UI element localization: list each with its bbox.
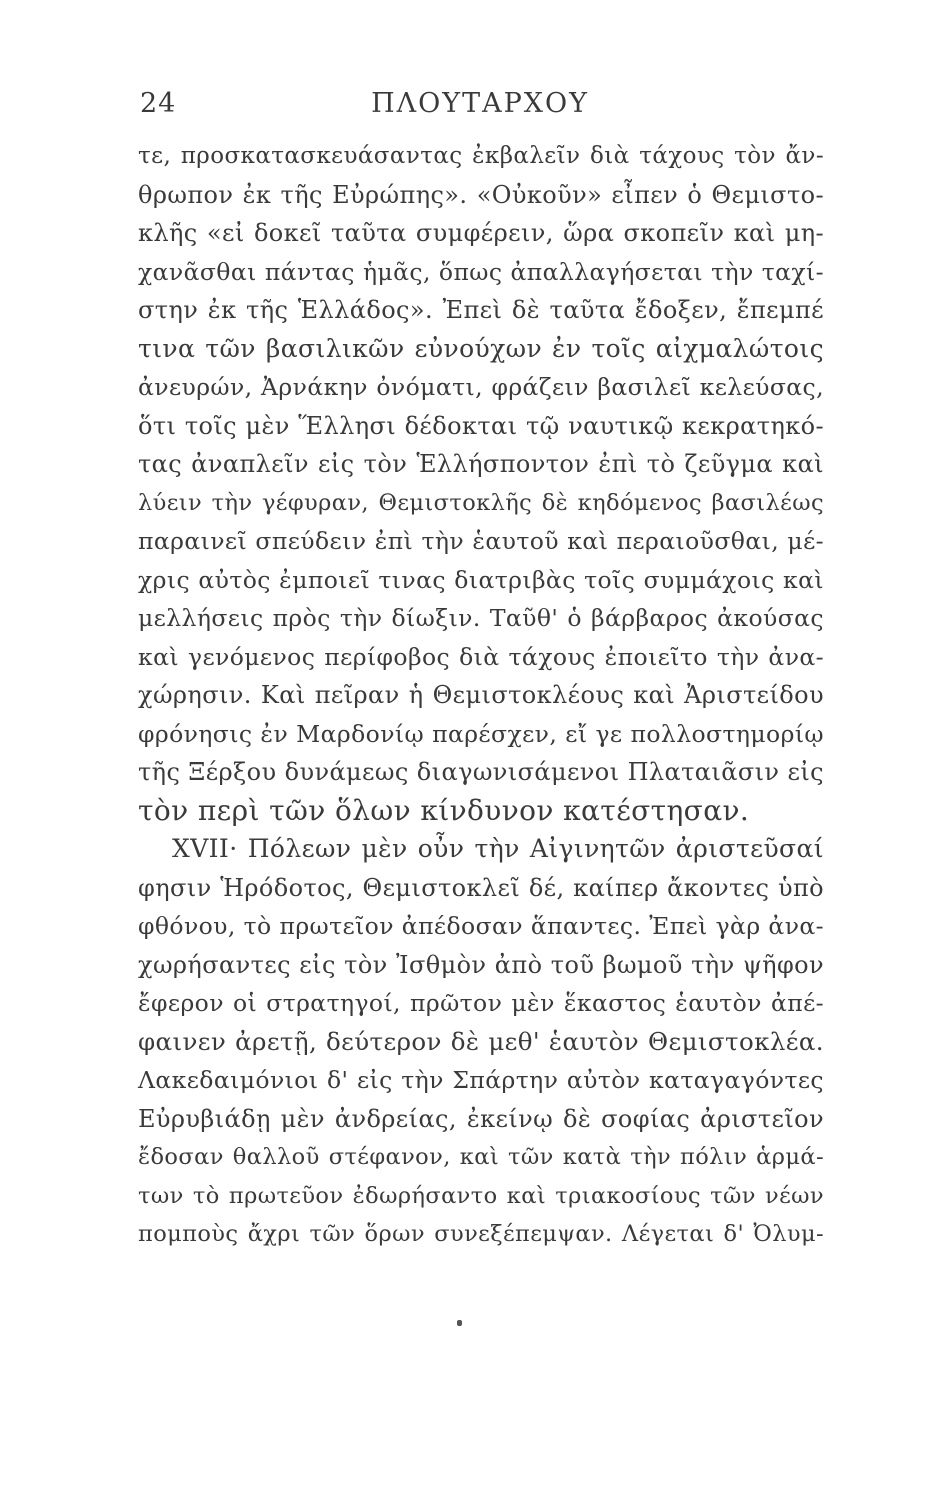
text-line: παραινεῖ σπεύδειν ἐπὶ τὴν ἑαυτοῦ καὶ περαιοῦσθαι, μέ-	[138, 527, 824, 555]
text-line: ὅτι τοῖς μὲν Ἕλλησι δέδοκται τῷ ναυτικῷ κεκρατηκό-	[138, 411, 824, 440]
footer-mark	[457, 1320, 462, 1326]
text-line: φησιν Ἡρόδοτος, Θεμιστοκλεῖ δέ, καίπερ ἄκοντες ὑπὸ	[138, 873, 824, 902]
text-line: τῆς Ξέρξου δυνάμεως διαγωνισάμενοι Πλαταιᾶσιν εἰς	[138, 758, 824, 786]
text-line: τὸν περὶ τῶν ὅλων κίνδυνον κατέστησαν.	[138, 793, 750, 827]
text-line: χρις αὐτὸς ἐμποιεῖ τινας διατριβὰς τοῖς συμμάχοις καὶ	[138, 565, 824, 594]
text-line: Εὐρυβιάδῃ μὲν ἀνδρείας, ἐκείνῳ δὲ σοφίας ἀριστεῖον	[138, 1104, 824, 1133]
text-line: πομποὺς ἄχρι τῶν ὅρων συνεξέπεμψαν. Λέγεται δ' Ὀλυμ-	[138, 1221, 824, 1247]
text-line: μελλήσεις πρὸς τὴν δίωξιν. Ταῦθ' ὁ βάρβαρος ἀκούσας	[138, 604, 824, 632]
text-line: χωρήσαντες εἰς τὸν Ἰσθμὸν ἀπὸ τοῦ βωμοῦ τὴν ψῆφον	[138, 950, 824, 979]
text-line: των τὸ πρωτεῦον ἐδωρήσαντο καὶ τριακοσίους τῶν νέων	[138, 1182, 824, 1209]
text-line: λύειν τὴν γέφυραν, Θεμιστοκλῆς δὲ κηδόμενος βασιλέως	[138, 489, 824, 516]
text-line: χώρησιν. Καὶ πεῖραν ἡ Θεμιστοκλέους καὶ Ἀριστείδου	[138, 681, 824, 709]
text-line: ἀνευρών, Ἀρνάκην ὀνόματι, φράζειν βασιλεῖ κελεύσας,	[138, 373, 824, 401]
text-line: φαινεν ἀρετῇ, δεύτερον δὲ μεθ' ἑαυτὸν Θεμιστοκλέα.	[138, 1026, 824, 1056]
section-start-line: XVII· Πόλεων μὲν οὖν τὴν Αἰγινητῶν ἀριστεῦσαί	[172, 834, 824, 863]
text-line: τε, προσκατασκευάσαντας ἐκβαλεῖν διὰ τάχους τὸν ἄν-	[138, 143, 824, 169]
text-line: Λακεδαιμόνιοι δ' εἰς τὴν Σπάρτην αὐτὸν καταγαγόντες	[138, 1066, 824, 1094]
text-line: ἔφερον οἱ στρατηγοί, πρῶτον μὲν ἕκαστος ἑαυτὸν ἀπέ-	[138, 989, 824, 1017]
body-text	[138, 137, 824, 1254]
text-line: τινα τῶν βασιλικῶν εὐνούχων ἐν τοῖς αἰχμαλώτοις	[138, 333, 824, 363]
text-line: θρωπον ἐκ τῆς Εὐρώπης». «Οὐκοῦν» εἶπεν ὁ Θεμιστο-	[138, 180, 824, 209]
page-header	[140, 88, 820, 128]
text-line: κλῆς «εἰ δοκεῖ ταῦτα συμφέρειν, ὥρα σκοπεῖν καὶ μη-	[138, 219, 824, 247]
running-head: ΠΛΟΥΤΑΡΧΟΥ	[371, 88, 589, 119]
text-line: καὶ γενόμενος περίφοβος διὰ τάχους ἐποιεῖτο τὴν ἀνα-	[138, 642, 824, 671]
text-line: τας ἀναπλεῖν εἰς τὸν Ἑλλήσποντον ἐπὶ τὸ ζεῦγμα καὶ	[138, 450, 824, 478]
text-line: ἔδοσαν θαλλοῦ στέφανον, καὶ τῶν κατὰ τὴν πόλιν ἁρμά-	[138, 1144, 824, 1170]
page-number: 24	[140, 88, 177, 119]
text-line: φθόνου, τὸ πρωτεῖον ἀπέδοσαν ἅπαντες. Ἐπεὶ γὰρ ἀνα-	[138, 912, 824, 940]
text-line: φρόνησις ἐν Μαρδονίῳ παρέσχεν, εἴ γε πολλοστημορίῳ	[138, 719, 824, 748]
text-line: στην ἐκ τῆς Ἑλλάδος». Ἐπεὶ δὲ ταῦτα ἔδοξεν, ἔπεμπέ	[138, 296, 824, 324]
text-line: χανᾶσθαι πάντας ἡμᾶς, ὅπως ἀπαλλαγήσεται τὴν ταχί-	[138, 257, 824, 286]
